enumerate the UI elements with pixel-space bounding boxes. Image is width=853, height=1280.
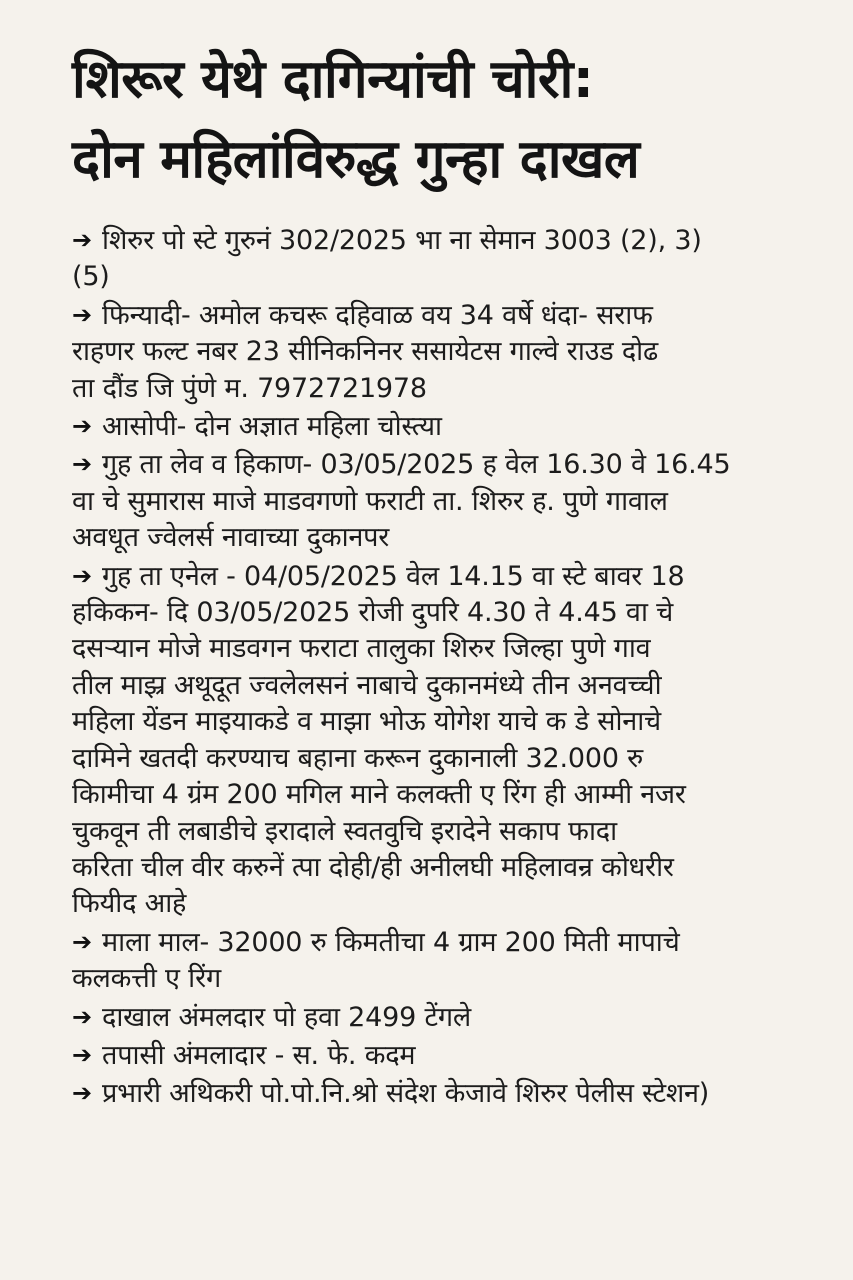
right-arrow-icon: ➔ <box>72 1040 92 1069</box>
list-item <box>72 1075 813 1112</box>
item-text: कलकत्ती ए रिंग <box>72 963 221 995</box>
right-arrow-icon: ➔ <box>72 226 92 254</box>
item-line <box>72 446 813 483</box>
item-line <box>72 777 813 813</box>
list-item <box>72 999 813 1036</box>
list-item <box>72 446 813 556</box>
item-text: राहणर फल्ट नबर 23 सीनिकनिनर ससायेटस गाल्वे राउड दोढ <box>72 336 658 368</box>
item-text: दाखाल अंमलदार पो हवा 2499 टेंगले <box>102 1001 471 1033</box>
item-line <box>72 741 813 777</box>
item-text: गुह ता एनेल - 04/05/2025 वेल 14.15 वा स्टे बावर 18 <box>102 560 685 592</box>
item-text: दामिने खतदी करण्याच बहाना करून दुकानाली 32.000 रु <box>72 742 644 774</box>
headline <box>72 40 813 200</box>
item-text: प्रभारी अथिकरी पो.पो.नि.श्रो संदेश केजावे शिरुर पेलीस स्टेशन) <box>102 1078 710 1110</box>
item-line <box>72 408 813 445</box>
item-text: आसोपी- दोन अज्ञात महिला चोस्त्या <box>102 411 442 443</box>
list-item <box>72 297 813 407</box>
item-text: अवधूत ज्वेलर्स नावाच्या दुकानपर <box>72 522 390 554</box>
right-arrow-icon: ➔ <box>72 927 92 956</box>
item-line <box>72 1075 813 1112</box>
list-item <box>72 924 813 998</box>
headline-line-2: दोन महिलांविरुद्ध गुन्हा दाखल <box>72 129 640 190</box>
item-text: (5) <box>72 261 110 293</box>
item-line <box>72 595 813 631</box>
right-arrow-icon: ➔ <box>72 561 92 590</box>
item-line <box>72 484 813 520</box>
headline-line-1: शिरूर येथे दागिन्यांची चोरी: <box>72 49 594 110</box>
item-line <box>72 704 813 740</box>
item-text: ता दौंड जि पुंणे म. 7972721978 <box>72 372 427 404</box>
item-line <box>72 371 813 407</box>
item-line <box>72 334 813 370</box>
list-item <box>72 1037 813 1074</box>
item-line <box>72 297 813 334</box>
item-text: तपासी अंमलादार - स. फे. कदम <box>102 1039 416 1071</box>
item-line <box>72 961 813 997</box>
item-line <box>72 558 813 595</box>
item-line <box>72 850 813 886</box>
item-text: फियीद आहे <box>72 888 187 920</box>
item-text: चुकवून ती लबाडीचे इरादाले स्वतवुचि इरादेने सकाप फादा <box>72 815 617 847</box>
right-arrow-icon: ➔ <box>72 450 92 479</box>
item-line <box>72 1037 813 1074</box>
item-text: शिरुर पो स्टे गुरुनं 302/2025 भा ना सेमान 3003 (2), 3) <box>102 225 702 256</box>
list-item <box>72 558 813 923</box>
right-arrow-icon: ➔ <box>72 412 92 441</box>
item-line <box>72 259 813 295</box>
item-text: करिता चील वीर करुनें त्पा दोही/ही अनीलघी महिलावन्र कोधरीर <box>72 851 674 883</box>
item-line <box>72 520 813 556</box>
item-text: किामीचा 4 ग्रंम 200 मगिल माने कलक्ती ए रिंग ही आम्मी नजर <box>72 779 686 811</box>
list-item <box>72 222 813 296</box>
item-text: फिन्यादी- अमोल कचरू दहिवाळ वय 34 वर्षे धंदा- सराफ <box>102 299 653 331</box>
item-text: गुह ता लेव व हिकाण- 03/05/2025 ह वेल 16.30 वे 16.45 <box>102 449 731 481</box>
item-line <box>72 886 813 922</box>
right-arrow-icon: ➔ <box>72 1079 92 1108</box>
item-line <box>72 999 813 1036</box>
item-text: दसऱ्यान मोजे माडवगन फराटा तालुका शिरुर जिल्हा पुणे गाव <box>72 633 651 665</box>
item-text: वा चे सुमारास माजे माडवगणो फराटी ता. शिरुर ह. पुणे गावाल <box>72 485 668 517</box>
item-line <box>72 222 813 259</box>
right-arrow-icon: ➔ <box>72 1002 92 1031</box>
list-item <box>72 408 813 445</box>
item-line <box>72 668 813 704</box>
item-line <box>72 631 813 667</box>
item-text: महिला येंडन माइयाकडे व माझा भोऊ योगेश याचे क डे सोनाचे <box>72 706 662 738</box>
item-text: हकिकन- दि 03/05/2025 रोजी दुपरि 4.30 ते 4.45 वा चे <box>72 597 674 629</box>
item-text: माला माल- 32000 रु किमतीचा 4 ग्राम 200 मिती मापाचे <box>102 926 680 958</box>
fir-details-list <box>72 222 813 1113</box>
item-line <box>72 924 813 961</box>
item-line <box>72 814 813 850</box>
right-arrow-icon: ➔ <box>72 300 92 329</box>
item-text: तील माझ्र अथूदूत ज्वलेलसनं नाबाचे दुकानमंध्ये तीन अनवच्ची <box>72 669 662 701</box>
